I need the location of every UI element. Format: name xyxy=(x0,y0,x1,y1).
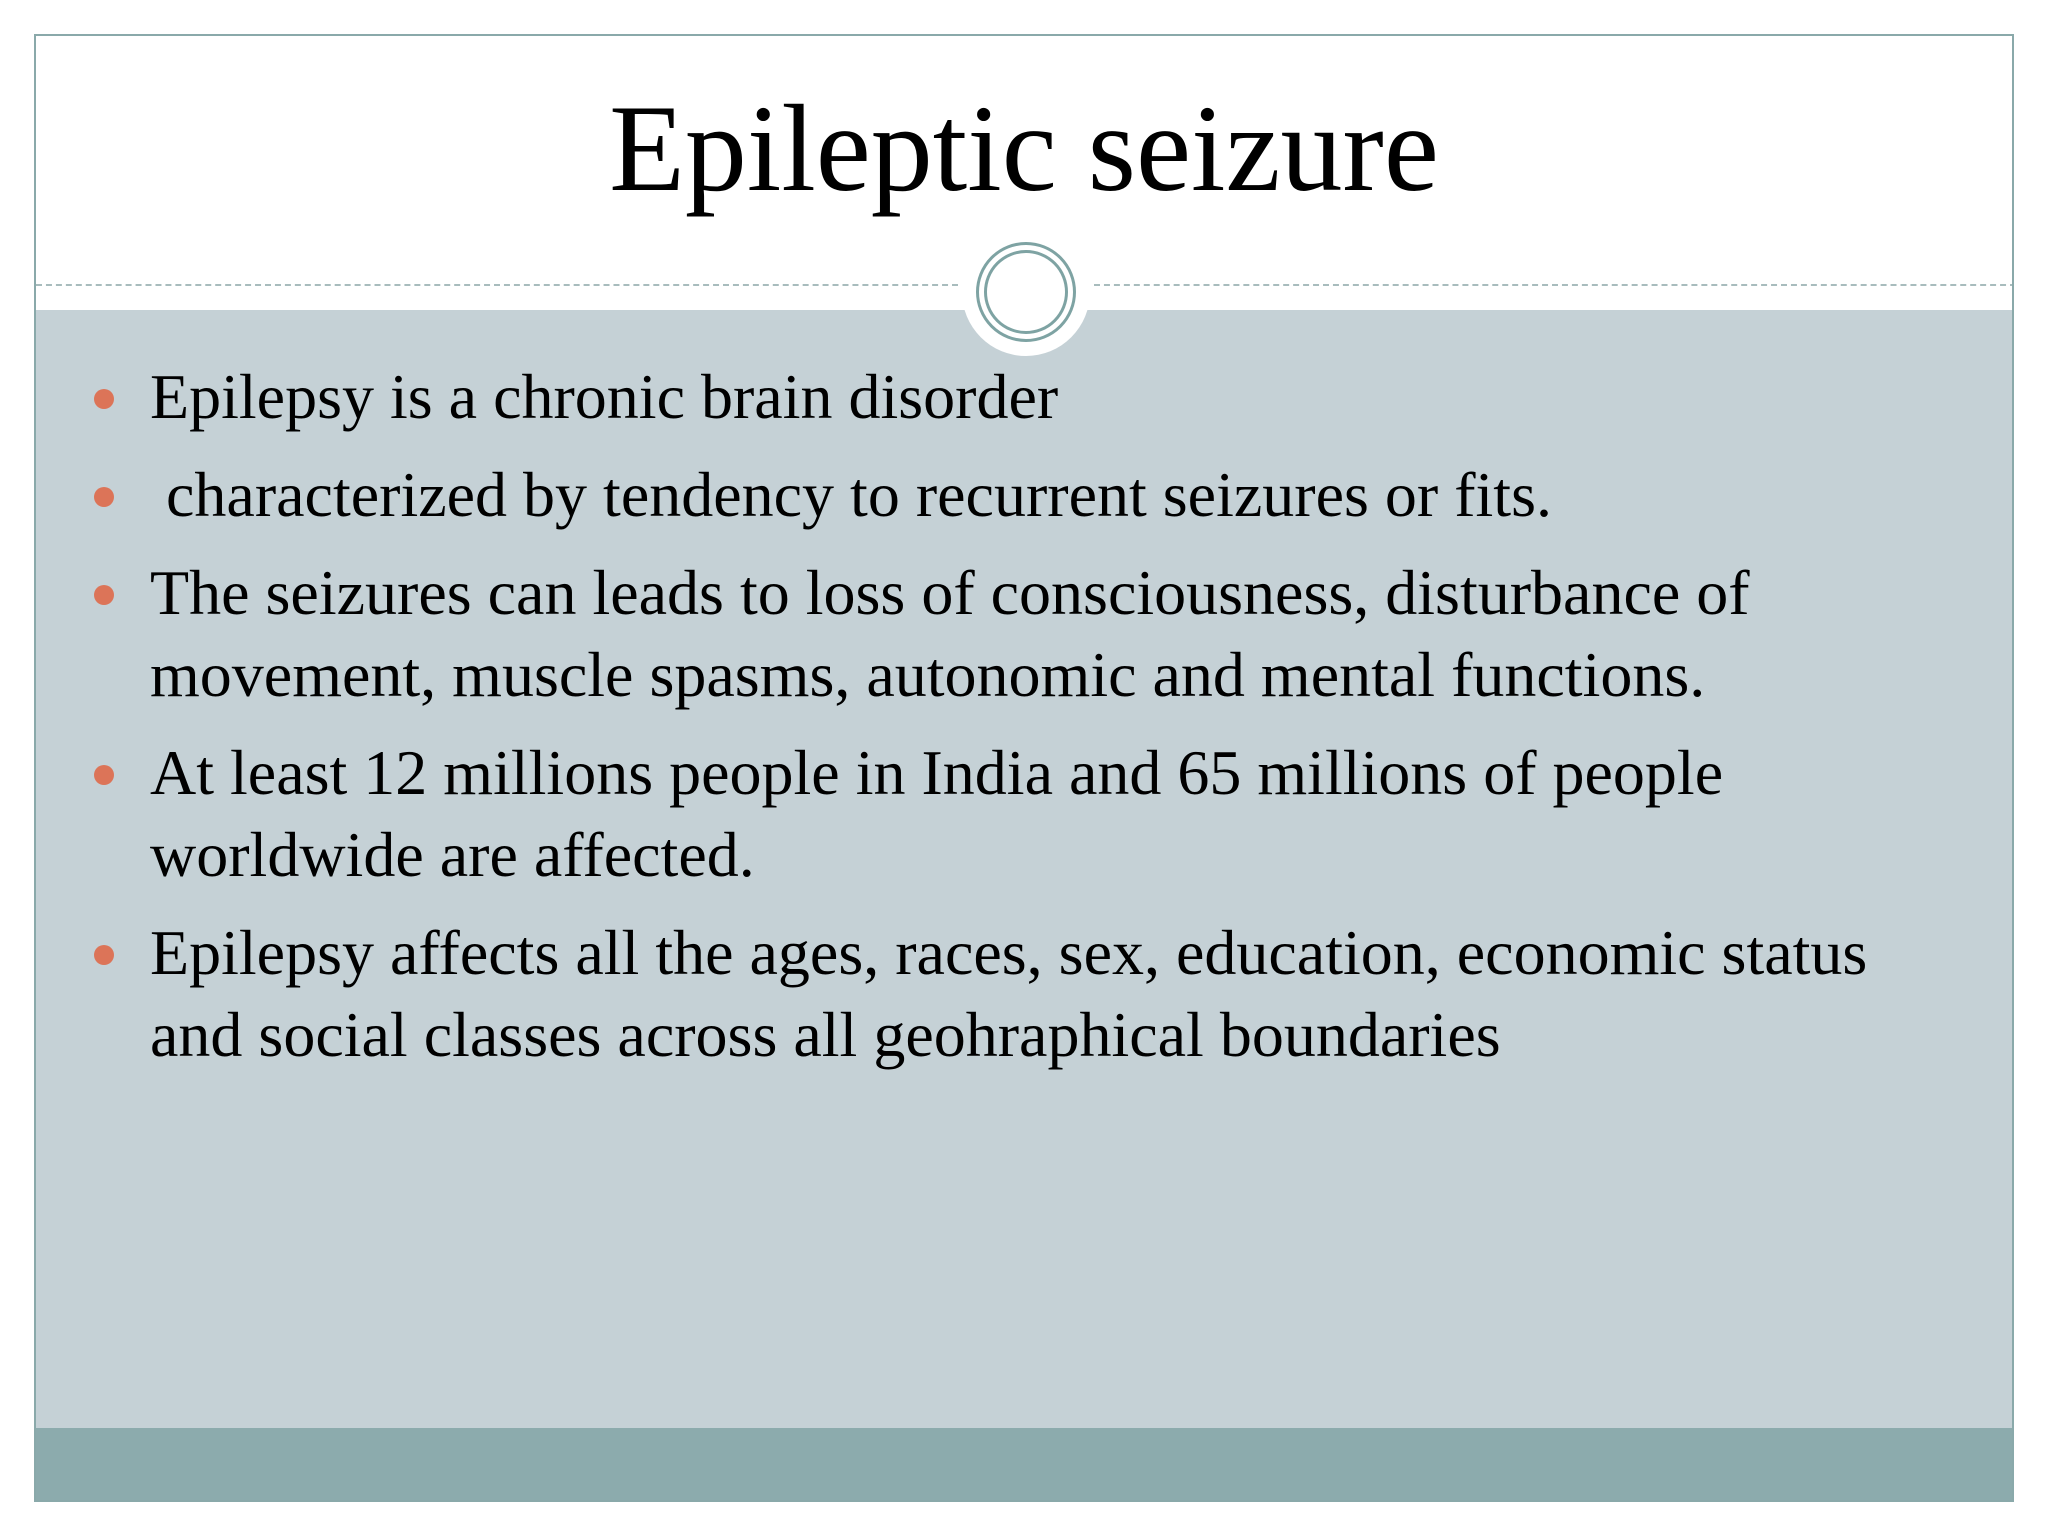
bullet-text: At least 12 millions people in India and 65 millions of people worldwide are affected. xyxy=(150,737,1724,890)
circle-ornament-outer-ring xyxy=(976,242,1076,342)
bullet-text: characterized by tendency to recurrent seizures or fits. xyxy=(150,459,1552,530)
circle-ornament-inner-ring xyxy=(984,250,1068,334)
bullet-item xyxy=(36,732,2012,896)
circle-ornament-icon xyxy=(962,228,1090,356)
bullet-text: The seizures can leads to loss of consciousness, disturbance of movement, muscle spasms, autonomic and mental functions. xyxy=(150,557,1750,710)
bullet-text: Epilepsy is a chronic brain disorder xyxy=(150,361,1059,432)
bullet-item xyxy=(36,912,2012,1076)
bullet-item xyxy=(36,552,2012,716)
bullet-dot-icon xyxy=(94,585,114,605)
bullet-list xyxy=(36,356,2012,1092)
bullet-dot-icon xyxy=(94,389,114,409)
bullet-dot-icon xyxy=(94,765,114,785)
bullet-item xyxy=(36,454,2012,536)
title-divider-left xyxy=(36,284,958,286)
title-divider-right xyxy=(1094,284,2014,286)
bullet-dot-icon xyxy=(94,945,114,965)
bullet-dot-icon xyxy=(94,487,114,507)
footer-band xyxy=(36,1428,2012,1500)
slide xyxy=(34,34,2014,1502)
bullet-text: Epilepsy affects all the ages, races, sex, education, economic status and social classes across all geohraphical boundaries xyxy=(150,917,1868,1070)
slide-title: Epileptic seizure xyxy=(609,80,1439,217)
bullet-item xyxy=(36,356,2012,438)
